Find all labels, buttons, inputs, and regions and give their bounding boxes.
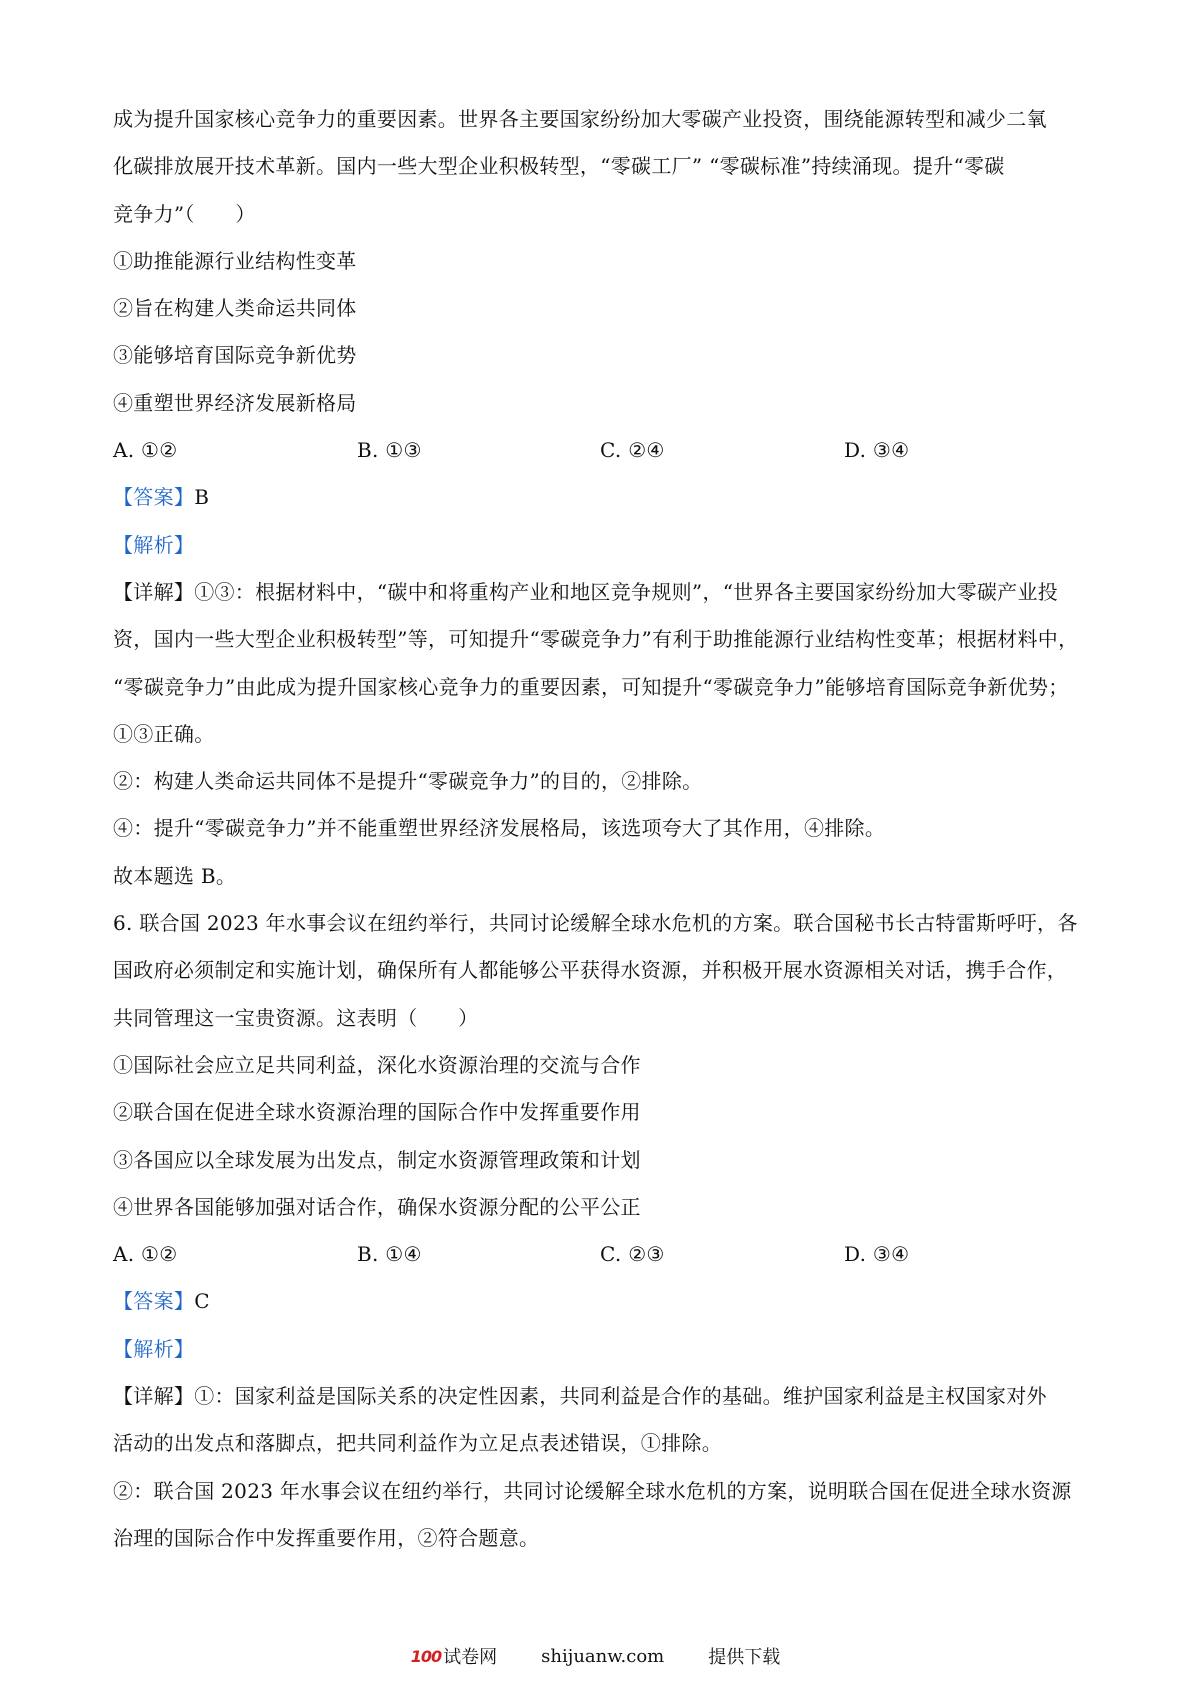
footer-note: 提供下载 — [708, 1647, 781, 1668]
q6-stem-line-2: 国政府必须制定和实施计划，确保所有人都能够公平获得水资源，并积极开展水资源相关对话，携手合作， — [113, 958, 1068, 983]
q6-detail-line-3: ②：联合国 2023 年水事会议在纽约举行，共同讨论缓解全球水危机的方案，说明联合国在促进全球水资源 — [113, 1478, 1072, 1503]
q5-statement-3: ③能够培育国际竞争新优势 — [113, 343, 357, 368]
q5-answer — [113, 474, 1088, 521]
q6-statement-2: ②联合国在促进全球水资源治理的国际合作中发挥重要作用 — [113, 1100, 641, 1125]
q6-answer-value: C — [194, 1289, 210, 1314]
q5-stem-line-2: 化碳排放展开技术革新。国内一些大型企业积极转型，“零碳工厂” “零碳标准”持续涌现。提升“零碳 — [113, 154, 1005, 179]
q5-detail-line-7: 故本题选 B。 — [113, 863, 237, 888]
q6-detail-line-4: 治理的国际合作中发挥重要作用，②符合题意。 — [113, 1525, 540, 1550]
q5-detail-line-4: ①③正确。 — [113, 721, 215, 746]
logo-number: 100 — [410, 1646, 442, 1666]
q5-options — [113, 427, 1088, 474]
q5-detail-line-3: “零碳竞争力”由此成为提升国家核心竞争力的重要因素，可知提升“零碳竞争力”能够培育国际竞争新优势； — [113, 674, 1069, 699]
q5-detail-line-1: 【详解】①③：根据材料中，“碳中和将重构产业和地区竞争规则”，“世界各主要国家纷纷加大零碳产业投 — [113, 579, 1059, 604]
q5-option-a: A. ①② — [113, 438, 178, 463]
q6-options — [113, 1231, 1088, 1278]
q5-answer-value: B — [194, 485, 210, 510]
q5-stem-line-3: 竞争力”（ ） — [113, 201, 256, 226]
q5-analysis — [113, 522, 1088, 569]
q5-option-c: C. ②④ — [600, 438, 665, 463]
q5-detail-line-5: ②：构建人类命运共同体不是提升“零碳竞争力”的目的，②排除。 — [113, 769, 703, 794]
q5-detail-line-2: 资，国内一些大型企业积极转型”等，可知提升“零碳竞争力”有利于助推能源行业结构性变革；根据材料中， — [113, 627, 1079, 652]
q6-option-d: D. ③④ — [844, 1242, 910, 1267]
q6-option-a: A. ①② — [113, 1242, 178, 1267]
q6-option-c: C. ②③ — [600, 1242, 665, 1267]
q6-statement-3: ③各国应以全球发展为出发点，制定水资源管理政策和计划 — [113, 1147, 641, 1172]
q6-answer-label: 【答案】 — [113, 1289, 195, 1314]
page-footer — [0, 1638, 1191, 1674]
q6-stem-line-1: 6. 联合国 2023 年水事会议在纽约举行，共同讨论缓解全球水危机的方案。联合国秘书长古特雷斯呼吁，各 — [113, 911, 1078, 936]
q5-statement-2: ②旨在构建人类命运共同体 — [113, 296, 357, 321]
page-content — [113, 96, 1088, 1562]
site-url: shijuanw.com — [541, 1645, 665, 1667]
q6-answer — [113, 1278, 1088, 1325]
q6-statement-4: ④世界各国能够加强对话合作，确保水资源分配的公平公正 — [113, 1194, 641, 1219]
logo-text: 试卷网 — [443, 1647, 498, 1668]
q6-analysis — [113, 1326, 1088, 1373]
q6-stem-line-3: 共同管理这一宝贵资源。这表明（ ） — [113, 1005, 479, 1030]
q5-stem-line-1: 成为提升国家核心竞争力的重要因素。世界各主要国家纷纷加大零碳产业投资，围绕能源转型和减少二氧 — [113, 107, 1047, 131]
q5-option-d: D. ③④ — [844, 438, 910, 463]
q6-detail-line-2: 活动的出发点和落脚点，把共同利益作为立足点表述错误，①排除。 — [113, 1431, 722, 1456]
q5-analysis-label: 【解析】 — [113, 532, 195, 557]
q5-option-b: B. ①③ — [357, 438, 422, 463]
q6-option-b: B. ①④ — [357, 1242, 422, 1267]
q6-analysis-label: 【解析】 — [113, 1336, 195, 1361]
q6-statement-1: ①国际社会应立足共同利益，深化水资源治理的交流与合作 — [113, 1052, 641, 1077]
q5-answer-label: 【答案】 — [113, 485, 195, 510]
q6-detail-line-1: 【详解】①：国家利益是国际关系的决定性因素，共同利益是合作的基础。维护国家利益是主权国家对外 — [113, 1384, 1047, 1409]
q5-detail-line-6: ④：提升“零碳竞争力”并不能重塑世界经济发展格局，该选项夸大了其作用，④排除。 — [113, 816, 886, 841]
q5-statement-1: ①助推能源行业结构性变革 — [113, 248, 357, 273]
q5-statement-4: ④重塑世界经济发展新格局 — [113, 390, 357, 415]
site-logo — [411, 1643, 497, 1669]
